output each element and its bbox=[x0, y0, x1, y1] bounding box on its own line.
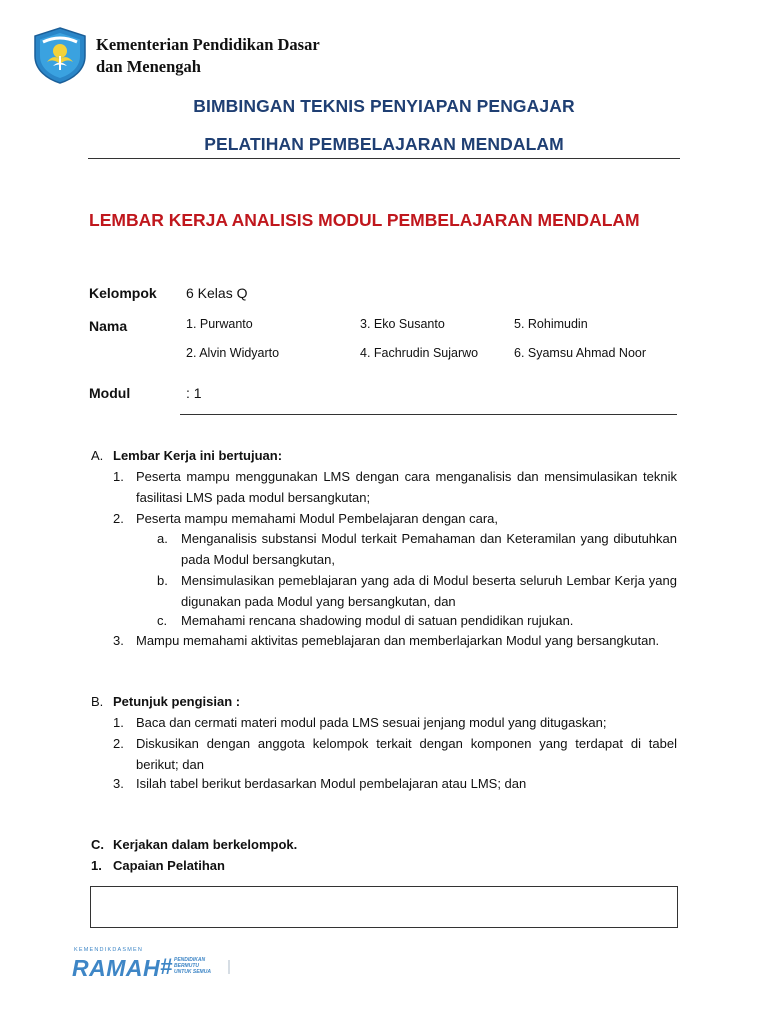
section-a-item-2: Peserta mampu memahami Modul Pembelajaran dengan cara, bbox=[136, 511, 499, 526]
section-a-item-2a: Menganalisis substansi Modul terkait Pemahaman dan Keteramilan yang dibutuhkan pada Modul bersangkutan, bbox=[181, 531, 677, 567]
section-b-num-3: 3. bbox=[113, 776, 124, 791]
member-2: 2. Alvin Widyarto bbox=[186, 346, 280, 360]
modul-value: : 1 bbox=[186, 385, 202, 401]
section-a-heading: Lembar Kerja ini bertujuan: bbox=[113, 448, 283, 463]
section-b-item-2: Diskusikan dengan anggota kelompok terkait dengan komponen yang terdapat di tabel berikut; dan bbox=[136, 736, 677, 772]
tut-wuri-handayani-logo-icon bbox=[31, 26, 89, 84]
ramah-word: RAMAH bbox=[72, 955, 161, 981]
ministry-name bbox=[96, 34, 320, 78]
svg-text:#: # bbox=[160, 954, 173, 979]
ministry-line2: dan Menengah bbox=[96, 57, 201, 76]
section-a-num-2: 2. bbox=[113, 511, 124, 526]
member-5: 5. Rohimudin bbox=[514, 317, 588, 331]
worksheet-title: LEMBAR KERJA ANALISIS MODUL PEMBELAJARAN MENDALAM bbox=[89, 210, 640, 230]
ministry-line1: Kementerian Pendidikan Dasar bbox=[96, 35, 320, 54]
modul-label: Modul bbox=[89, 385, 131, 401]
modul-underline bbox=[180, 414, 677, 415]
tagline-2: BERMUTU bbox=[174, 963, 199, 969]
section-a-item-2c: Memahami rencana shadowing modul di satuan pendidikan rujukan. bbox=[181, 613, 574, 628]
nama-label: Nama bbox=[89, 318, 128, 334]
section-b-num-2: 2. bbox=[113, 736, 124, 751]
section-c-sub-marker: 1. bbox=[91, 858, 102, 873]
section-b-marker: B. bbox=[91, 694, 104, 709]
section-a-num-1: 1. bbox=[113, 469, 124, 484]
section-a-item-2b: Mensimulasikan pemeblajaran yang ada di Modul beserta seluruh Lembar Kerja yang digunakan pada Modul yang bersangkutan, dan bbox=[181, 573, 677, 609]
section-a-item-3: Mampu memahami aktivitas pemeblajaran dan memberlajarkan Modul yang bersangkutan. bbox=[136, 633, 660, 648]
ramah-logo-icon bbox=[72, 944, 242, 989]
section-a-letter-a: a. bbox=[157, 531, 168, 546]
ramah-top-text: KEMENDIKDASMEN bbox=[74, 947, 144, 953]
section-b-num-1: 1. bbox=[113, 715, 124, 730]
section-b-heading: Petunjuk pengisian : bbox=[113, 694, 241, 709]
capaian-pelatihan-box[interactable] bbox=[90, 886, 678, 928]
member-3: 3. Eko Susanto bbox=[360, 317, 445, 331]
tagline-1: PENDIDIKAN bbox=[174, 957, 206, 963]
kelompok-label: Kelompok bbox=[89, 285, 157, 301]
section-a-letter-b: b. bbox=[157, 573, 168, 588]
kelompok-value: 6 Kelas Q bbox=[186, 285, 248, 301]
hashtag-logo-icon bbox=[160, 954, 211, 979]
header-divider bbox=[88, 158, 680, 159]
member-6: 6. Syamsu Ahmad Noor bbox=[514, 346, 647, 360]
section-c-sub-heading: Capaian Pelatihan bbox=[113, 858, 225, 873]
member-4: 4. Fachrudin Sujarwo bbox=[360, 346, 479, 360]
section-c-marker: C. bbox=[91, 837, 104, 852]
section-c-heading: Kerjakan dalam berkelompok. bbox=[113, 837, 298, 852]
section-a-item-1: Peserta mampu menggunakan LMS dengan cara menganalisis dan mensimulasikan teknik fasilitasi LMS pada modul bersangkutan; bbox=[136, 469, 677, 505]
title-line2: PELATIHAN PEMBELAJARAN MENDALAM bbox=[204, 134, 564, 154]
section-a-num-3: 3. bbox=[113, 633, 124, 648]
title-line1: BIMBINGAN TEKNIS PENYIAPAN PENGAJAR bbox=[193, 96, 575, 116]
section-b-item-3: Isilah tabel berikut berdasarkan Modul pembelajaran atau LMS; dan bbox=[136, 776, 527, 791]
section-b-item-1: Baca dan cermati materi modul pada LMS sesuai jenjang modul yang ditugaskan; bbox=[136, 715, 607, 730]
tagline-3: UNTUK SEMUA bbox=[174, 969, 211, 975]
section-a-marker: A. bbox=[91, 448, 104, 463]
member-1: 1. Purwanto bbox=[186, 317, 253, 331]
section-a-letter-c: c. bbox=[157, 613, 168, 628]
